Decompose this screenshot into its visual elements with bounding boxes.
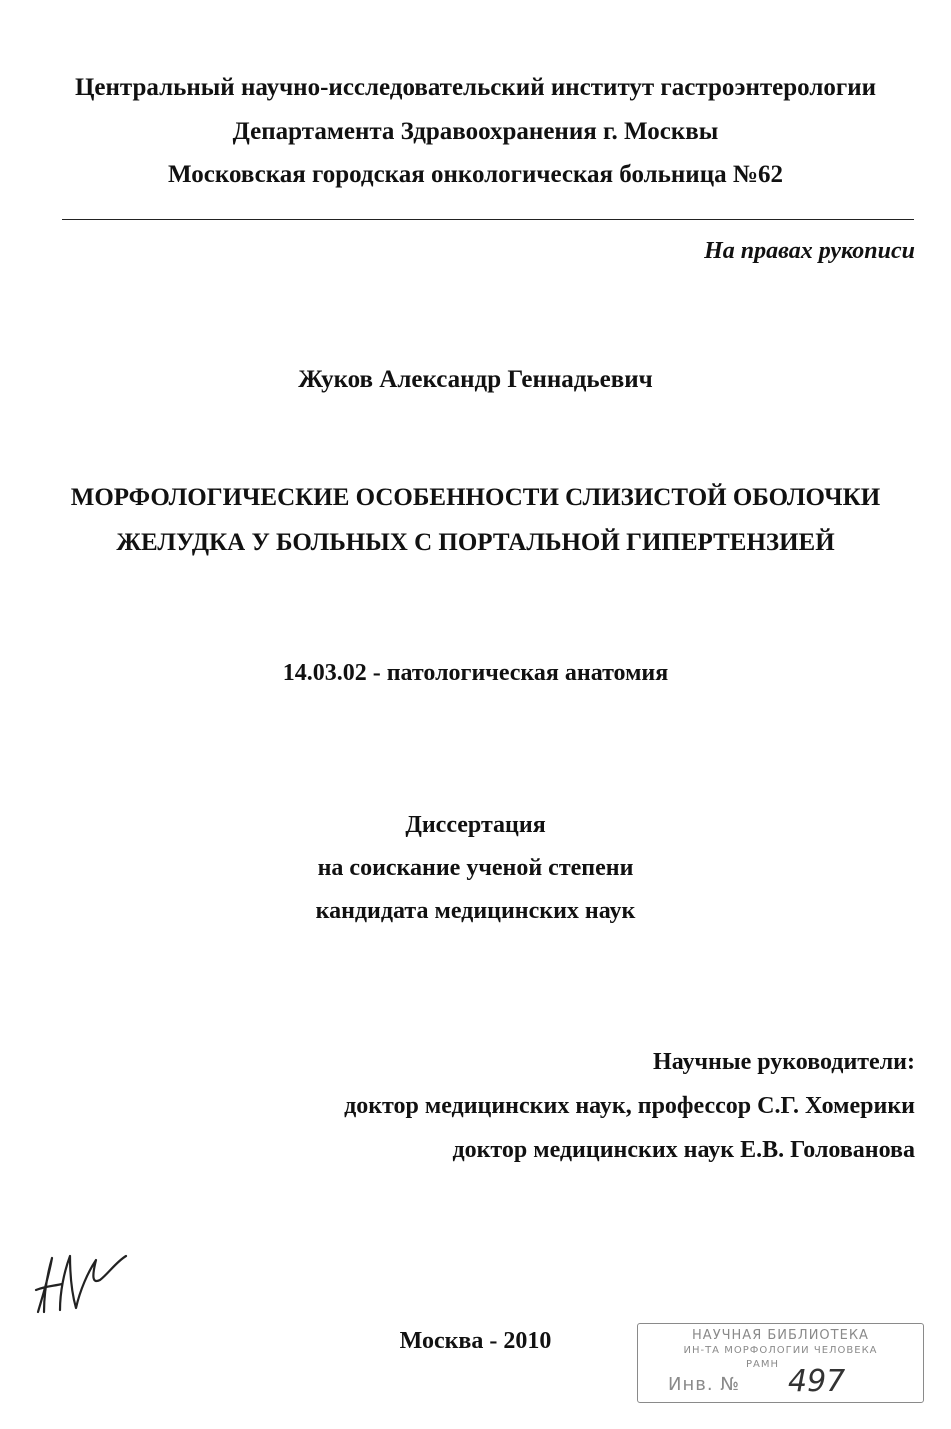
thesis-title-line-1: МОРФОЛОГИЧЕСКИЕ ОСОБЕННОСТИ СЛИЗИСТОЙ ОБОЛОЧКИ <box>70 484 881 511</box>
stamp-line-3: РАМН <box>746 1359 780 1370</box>
handwritten-signature <box>30 1220 130 1320</box>
hospital-name: Московская городская онкологическая больница №62 <box>168 161 783 188</box>
supervisor-2: доктор медицинских наук Е.В. Голованова <box>452 1137 915 1163</box>
dissertation-label: Диссертация <box>405 812 546 838</box>
degree-name: кандидата медицинских наук <box>315 898 636 924</box>
library-stamp <box>637 1323 924 1403</box>
institute-name: Центральный научно-исследовательский институт гастроэнтерологии <box>74 74 877 101</box>
stamp-line-1: НАУЧНАЯ БИБЛИОТЕКА <box>692 1328 869 1343</box>
stamp-inventory-number: 497 <box>788 1364 846 1399</box>
degree-purpose: на соискание ученой степени <box>317 855 634 881</box>
specialty-code: 14.03.02 - патологическая анатомия <box>282 660 669 686</box>
supervisor-1: доктор медицинских наук, профессор С.Г. Хомерики <box>344 1093 915 1119</box>
stamp-inventory-label: Инв. № <box>668 1374 741 1395</box>
stamp-line-2: ИН-ТА МОРФОЛОГИИ ЧЕЛОВЕКА <box>683 1345 878 1356</box>
city-year: Москва - 2010 <box>399 1328 552 1354</box>
header-divider <box>62 219 914 220</box>
rights-note: На правах рукописи <box>704 238 915 264</box>
supervisors-heading: Научные руководители: <box>653 1049 915 1075</box>
thesis-title-line-2: ЖЕЛУДКА У БОЛЬНЫХ С ПОРТАЛЬНОЙ ГИПЕРТЕНЗИЕЙ <box>116 529 835 556</box>
department-name: Департамента Здравоохранения г. Москвы <box>232 118 719 145</box>
author-name: Жуков Александр Геннадьевич <box>298 366 653 393</box>
